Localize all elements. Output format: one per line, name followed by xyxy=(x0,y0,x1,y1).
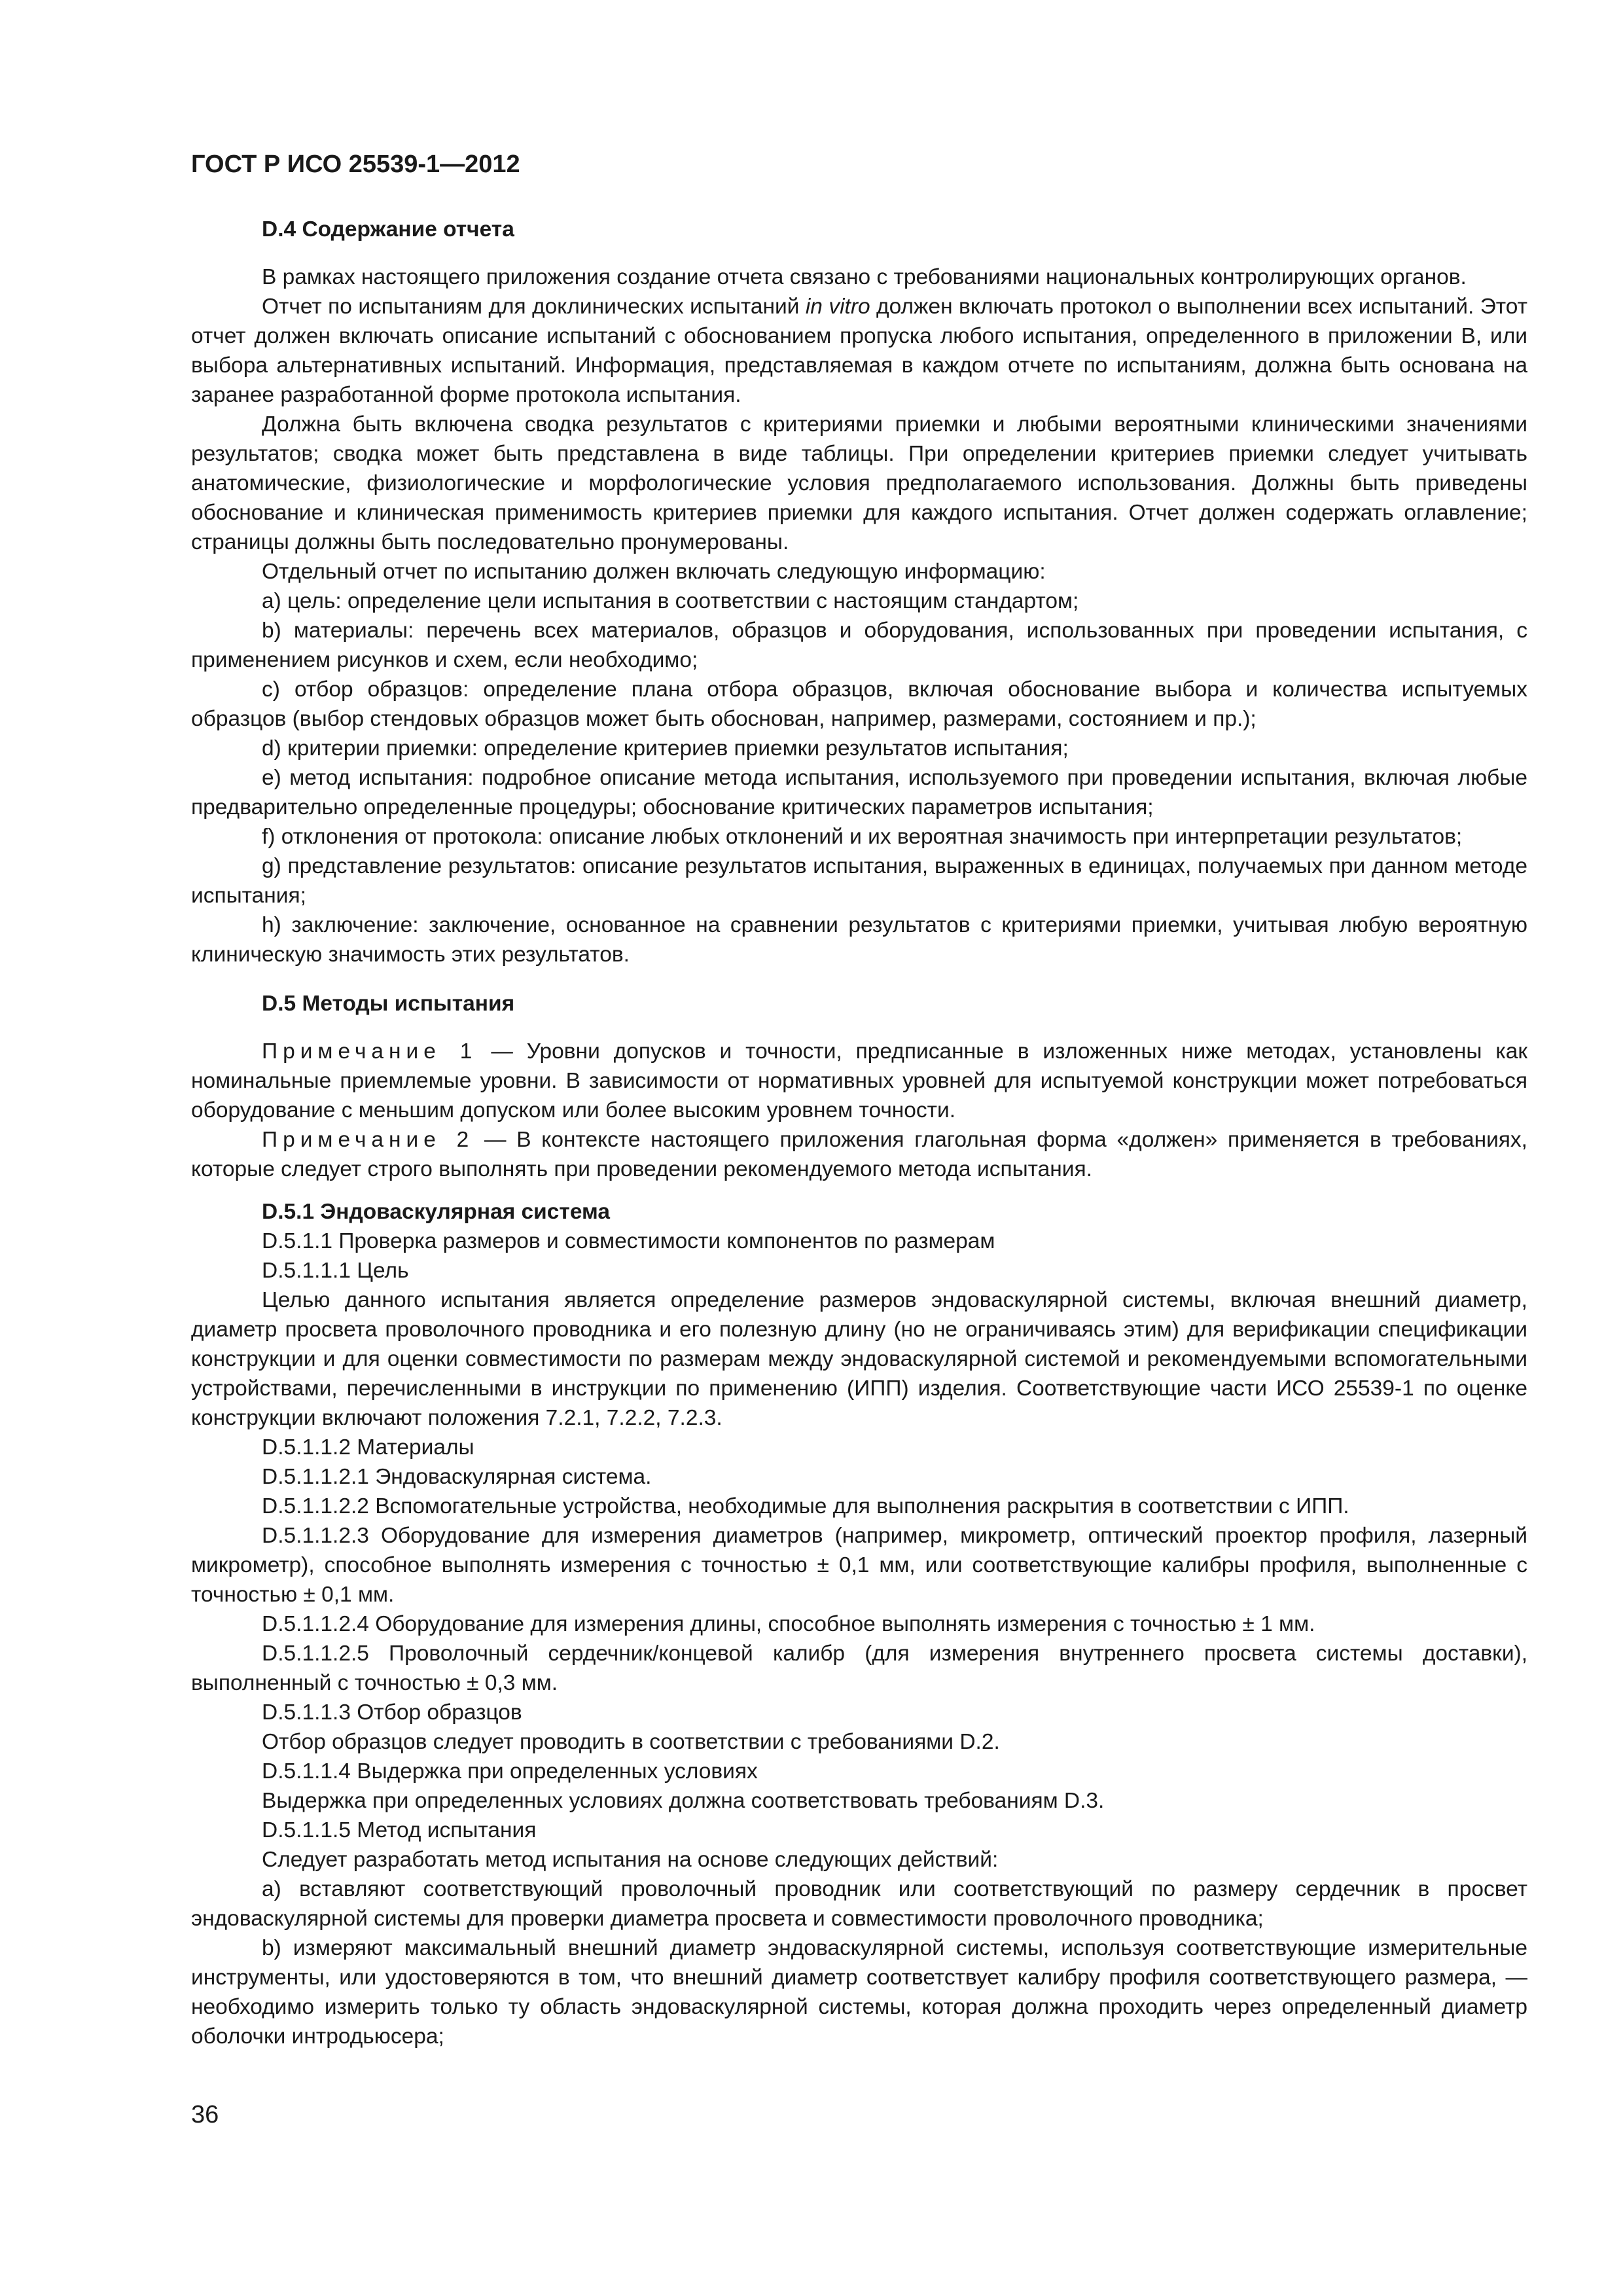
paragraph: Отдельный отчет по испытанию должен включать следующую информацию: xyxy=(262,560,1046,584)
subsection-title: D.5.1.1.1 Цель xyxy=(262,1259,409,1283)
paragraph: Следует разработать метод испытания на основе следующих действий: xyxy=(262,1848,999,1872)
note-label: Примечание 2 xyxy=(262,1128,474,1152)
list-item: g) представление результатов: описание результатов испытания, выраженных в единицах, получаемых при данном методе испытания; xyxy=(191,854,1527,908)
list-item: f) отклонения от протокола: описание любых отклонений и их вероятная значимость при интерпретации результатов; xyxy=(262,825,1463,849)
paragraph: Целью данного испытания является определение размеров эндоваскулярной системы, включая внешний диаметр, диаметр просвета проволочного проводника и его полезную длину (но не ограничиваясь этим) для верификации спецификации конструкции и для оценки совместимости по размерам между эндоваскулярной системой и рекомендуемыми вспомогательными устройствами, перечисленными в инструкции по применению (ИПП) изделия. Соответствующие части ИСО 25539-1 по оценке конструкции включают положения 7.2.1, 7.2.2, 7.2.3. xyxy=(191,1288,1527,1430)
list-item: a) цель: определение цели испытания в соответствии с настоящим стандартом; xyxy=(262,589,1079,613)
italic-term: in vitro xyxy=(805,295,870,319)
list-item: D.5.1.1.2.4 Оборудование для измерения длины, способное выполнять измерения с точностью ± 1 мм. xyxy=(262,1612,1315,1636)
list-item: b) измеряют максимальный внешний диаметр эндоваскулярной системы, используя соответствующие измерительные инструменты, или удостоверяются в том, что внешний диаметр соответствует калибру профиля соответствующего размера, — необходимо измерить только ту область эндоваскулярной системы, которая должна проходить через определенный диаметр оболочки интродьюсера; xyxy=(191,1936,1527,2049)
list-item: a) вставляют соответствующий проволочный проводник или соответствующий по размеру сердечник в просвет эндоваскулярной системы для проверки диаметра просвета и совместимости проволочного проводника; xyxy=(191,1877,1527,1931)
list-item: D.5.1.1.2.2 Вспомогательные устройства, необходимые для выполнения раскрытия в соответствии с ИПП. xyxy=(262,1494,1349,1518)
text-run: должен включать протокол о выполнении всех испытаний. Этот отчет должен включать описание испытаний с обоснованием пропуска любого испытания, определенного в приложении B, или выбора альтернативных испытаний. Информация, представляемая в каждом отчете по испытаниям, должна быть основана на заранее разработанной форме протокола испытания. xyxy=(191,295,1527,407)
subsection-title: D.5.1.1 Проверка размеров и совместимости компонентов по размерам xyxy=(262,1229,995,1253)
section-heading-d5: D.5 Методы испытания xyxy=(262,992,515,1016)
list-item: b) материалы: перечень всех материалов, образцов и оборудования, использованных при проведении испытания, с применением рисунков и схем, если необходимо; xyxy=(191,619,1527,672)
document-page xyxy=(191,148,1527,2051)
subsection-title: D.5.1.1.4 Выдержка при определенных условиях xyxy=(262,1759,758,1784)
note-text: — В контексте настоящего приложения глагольная форма «должен» применяется в требованиях, которые следует строго выполнять при проведении рекомендуемого метода испытания. xyxy=(191,1128,1527,1181)
text-run: Отчет по испытаниям для доклинических испытаний xyxy=(262,295,806,319)
note-label: Примечание 1 xyxy=(262,1039,478,1064)
list-item: D.5.1.1.2.1 Эндоваскулярная система. xyxy=(262,1465,652,1489)
section-heading-d4: D.4 Содержание отчета xyxy=(262,217,514,242)
paragraph: Должна быть включена сводка результатов с критериями приемки и любыми вероятными клиническими значениями результатов; сводка может быть представлена в виде таблицы. При определении критериев приемки следует учитывать анатомические, физиологические и морфологические условия предполагаемого использования. Должны быть приведены обоснование и клиническая применимость критериев приемки для каждого испытания. Отчет должен содержать оглавление; страницы должны быть последовательно пронумерованы. xyxy=(191,412,1527,554)
subsection-title: D.5.1.1.3 Отбор образцов xyxy=(262,1700,522,1725)
note xyxy=(191,1037,1527,1125)
list-item: d) критерии приемки: определение критериев приемки результатов испытания; xyxy=(262,736,1069,761)
note-text: — Уровни допусков и точности, предписанные в изложенных ниже методах, установлены как номинальные приемлемые уровни. В зависимости от нормативных уровней для испытуемой конструкции может потребоваться оборудование с меньшим допуском или более высоким уровнем точности. xyxy=(191,1039,1527,1122)
list-item: e) метод испытания: подробное описание метода испытания, используемого при проведении испытания, включая любые предварительно определенные процедуры; обоснование критических параметров испытания; xyxy=(191,766,1527,819)
paragraph: В рамках настоящего приложения создание отчета связано с требованиями национальных контролирующих органов. xyxy=(262,265,1467,289)
note xyxy=(191,1125,1527,1184)
list-item: c) отбор образцов: определение плана отбора образцов, включая обоснование выбора и количества испытуемых образцов (выбор стендовых образцов может быть обоснован, например, размерами, состоянием и пр.); xyxy=(191,677,1527,731)
paragraph: Отбор образцов следует проводить в соответствии с требованиями D.2. xyxy=(262,1730,1000,1754)
section-heading-d51: D.5.1 Эндоваскулярная система xyxy=(262,1200,610,1224)
subsection-title: D.5.1.1.5 Метод испытания xyxy=(262,1818,537,1842)
paragraph: Выдержка при определенных условиях должна соответствовать требованиям D.3. xyxy=(262,1789,1105,1813)
document-header: ГОСТ Р ИСО 25539-1—2012 xyxy=(191,151,520,178)
paragraph xyxy=(191,292,1527,410)
list-item: D.5.1.1.2.5 Проволочный сердечник/концевой калибр (для измерения внутреннего просвета системы доставки), выполненный с точностью ± 0,3 мм. xyxy=(191,1641,1527,1695)
list-item: D.5.1.1.2.3 Оборудование для измерения диаметров (например, микрометр, оптический проектор профиля, лазерный микрометр), способное выполнять измерения с точностью ± 0,1 мм, или соответствующие калибры профиля, выполненные с точностью ± 0,1 мм. xyxy=(191,1524,1527,1607)
page-number: 36 xyxy=(191,2101,219,2128)
subsection-title: D.5.1.1.2 Материалы xyxy=(262,1435,474,1460)
list-item: h) заключение: заключение, основанное на сравнении результатов с критериями приемки, учитывая любую вероятную клиническую значимость этих результатов. xyxy=(191,913,1527,967)
